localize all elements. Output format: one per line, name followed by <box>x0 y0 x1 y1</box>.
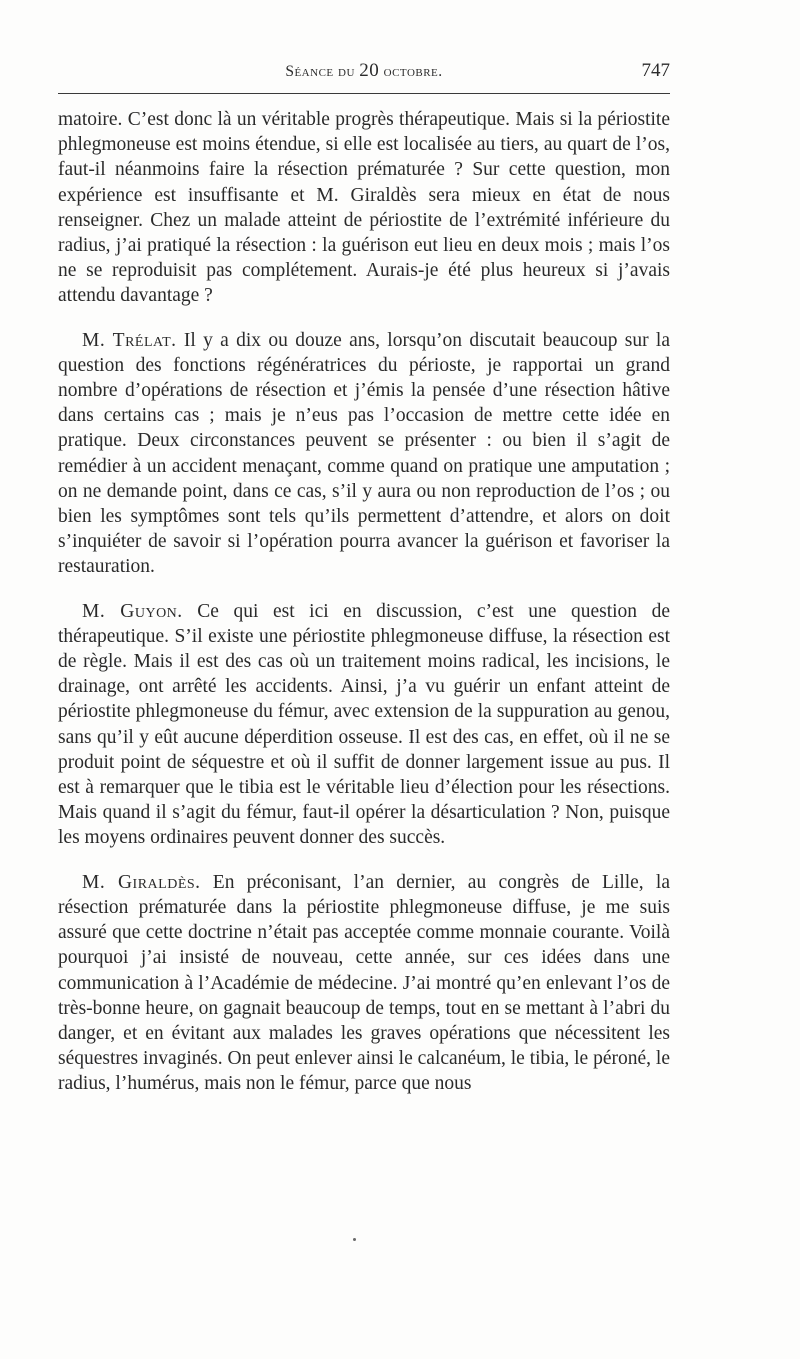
speaker-name: M. Trélat. <box>82 329 177 351</box>
paragraph-gap <box>58 309 670 328</box>
paragraph-trelat <box>58 328 670 580</box>
paragraph-text: Il y a dix ou douze ans, lorsqu’on discutait beaucoup sur la question des fonctions régénératrices du périoste, je rapportai un grand nombre d’opérations de résection et j’émis la pensée d’une résection hâtive dans certains cas ; mais je n’eus pas l’occasion de mettre cette idée en pratique. Deux circonstances peuvent se présenter : ou bien il s’agit de remédier à un accident menaçant, comme quand on pratique une amputation ; on ne demande point, dans ce cas, s’il y aura ou non reproduction de l’os ; ou bien les symptômes sont tels qu’ils permettent d’attendre, et alors on doit s’inquiéter de savoir si l’opération pourra avancer la guérison et favoriser la restauration. <box>58 329 670 578</box>
running-title-before: Séance du <box>285 63 360 80</box>
paragraph-continuation <box>58 107 670 309</box>
paragraph-text: En préconisant, l’an dernier, au congrès de Lille, la résection prématurée dans la périostite phlegmoneuse diffuse, je me suis assuré que cette doctrine n’était pas acceptée comme monnaie courante. Voilà pourquoi j’ai insisté de nouveau, cette année, sur ces idées dans une communication à l’Académie de médecine. J’ai montré qu’en enlevant l’os de très-bonne heure, on gagnait beaucoup de temps, tout en se mettant à l’abri du danger, et en évitant aux malades les graves opérations que nécessitent les séquestres invaginés. On peut enlever ainsi le calcanéum, le tibia, le péroné, le radius, l’humérus, mais non le fémur, parce que nous <box>58 871 671 1095</box>
paragraph-gap <box>58 851 670 870</box>
paragraph-guyon <box>58 599 670 851</box>
running-head <box>58 60 670 86</box>
running-title-date-number: 20 <box>359 60 380 81</box>
header-rule <box>58 93 670 94</box>
paragraph-text: matoire. C’est donc là un véritable progrès thérapeutique. Mais si la périostite phlegmoneuse est moins étendue, si elle est localisée au tiers, au quart de l’os, faut-il néanmoins faire la résection prématurée ? Sur cette question, mon expérience est insuffisante et M. Giraldès sera mieux en état de nous renseigner. Chez un malade atteint de périostite de l’extrémité inférieure du radius, j’ai pratiqué la résection : la guérison eut lieu en deux mois ; mais l’os ne se reproduisit pas complétement. Aurais-je été plus heureux si j’avais attendu davantage ? <box>58 109 670 307</box>
speaker-name: M. Giraldès. <box>82 871 201 893</box>
body-text <box>58 107 670 1097</box>
paragraph-giraldes <box>58 870 670 1097</box>
speaker-name: M. Guyon. <box>82 600 183 622</box>
paragraph-text: Ce qui est ici en discussion, c’est une question de thérapeutique. S’il existe une périostite phlegmoneuse diffuse, la résection est de règle. Mais il est des cas où un traitement moins radical, les incisions, le drainage, ont arrêté les accidents. Ainsi, j’a vu guérir un enfant atteint de périostite phlegmoneuse du fémur, avec extension de la suppuration au genou, sans qu’il y eût aucune déperdition osseuse. Il est des cas, en effet, où il ne se produit point de séquestre et où il suffit de donner largement issue au pus. Il est à remarquer que le tibia est le véritable lieu d’élection pour les résections. Mais quand il s’agit du fémur, faut-il opérer la désarticulation ? Non, puisque les moyens ordinaires peuvent donner des succès. <box>58 600 671 849</box>
page-number: 747 <box>641 60 670 81</box>
running-title <box>58 60 670 82</box>
running-title-after: octobre. <box>379 63 443 80</box>
paragraph-gap <box>58 580 670 599</box>
ink-speck <box>353 1238 356 1241</box>
